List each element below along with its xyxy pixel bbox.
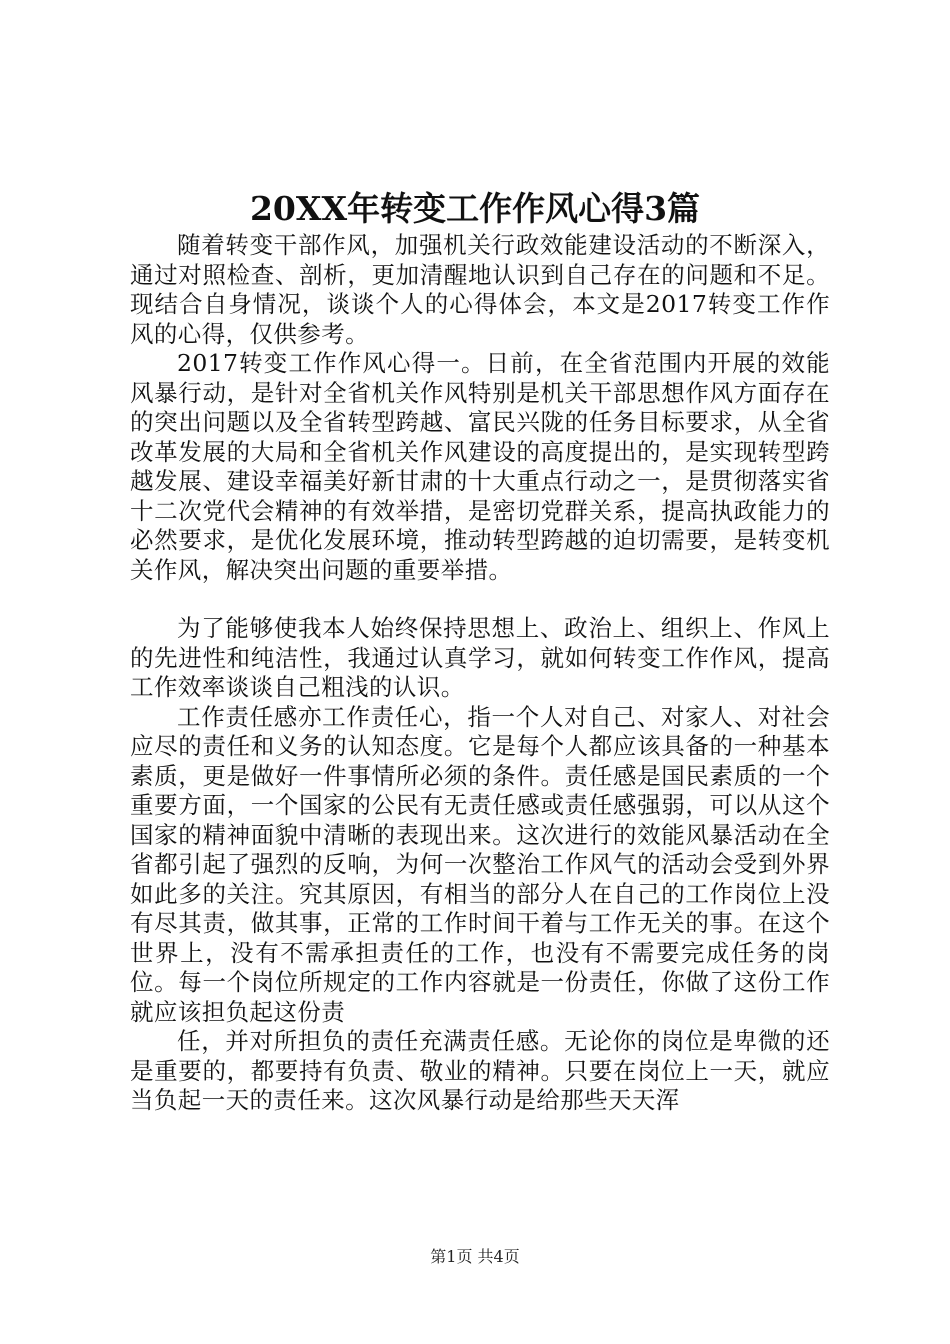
paragraph-intro: 随着转变干部作风，加强机关行政效能建设活动的不断深入，通过对照检查、剖析，更加清醒地认识到自己存在的问题和不足。现结合自身情况，谈谈个人的心得体会，本文是2017转变工作作风的心得，仅供参考。 bbox=[130, 231, 830, 348]
paragraph-purpose: 为了能够使我本人始终保持思想上、政治上、组织上、作风上的先进性和纯洁性，我通过认真学习，就如何转变工作作风，提高工作效率谈谈自己粗浅的认识。 bbox=[130, 614, 830, 701]
document-title: 20XX年转变工作作风心得3篇 bbox=[249, 189, 701, 228]
page-number-footer: 第1页 共4页 bbox=[430, 1247, 520, 1266]
paragraph-experience-one: 2017转变工作作风心得一。日前，在全省范围内开展的效能风暴行动，是针对全省机关作风特别是机关干部思想作风方面存在的突出问题以及全省转型跨越、富民兴陇的任务目标要求，从全省改革发展的大局和全省机关作风建设的高度提出的，是实现转型跨越发展、建设幸福美好新甘肃的十大重点行动之一，是贯彻落实省十二次党代会精神的有效举措，是密切党群关系，提高执政能力的必然要求，是优化发展环境，推动转型跨越的迫切需要，是转变机关作风，解决突出问题的重要举措。 bbox=[130, 349, 830, 584]
document-body bbox=[130, 231, 830, 1116]
paragraph-responsibility-continued: 任，并对所担负的责任充满责任感。无论你的岗位是卑微的还是重要的，都要持有负责、敬业的精神。只要在岗位上一天，就应当负起一天的责任来。这次风暴行动是给那些天天浑 bbox=[130, 1027, 830, 1114]
paragraph-responsibility: 工作责任感亦工作责任心，指一个人对自己、对家人、对社会应尽的责任和义务的认知态度。它是每个人都应该具备的一种基本素质，更是做好一件事情所必须的条件。责任感是国民素质的一个重要方面，一个国家的公民有无责任感或责任感强弱，可以从这个国家的精神面貌中清晰的表现出来。这次进行的效能风暴活动在全省都引起了强烈的反响，为何一次整治工作风气的活动会受到外界如此多的关注。究其原因，有相当的部分人在自己的工作岗位上没有尽其责，做其事，正常的工作时间干着与工作无关的事。在这个世界上，没有不需承担责任的工作，也没有不需要完成任务的岗位。每一个岗位所规定的工作内容就是一份责任，你做了这份工作就应该担负起这份责 bbox=[130, 702, 830, 1026]
